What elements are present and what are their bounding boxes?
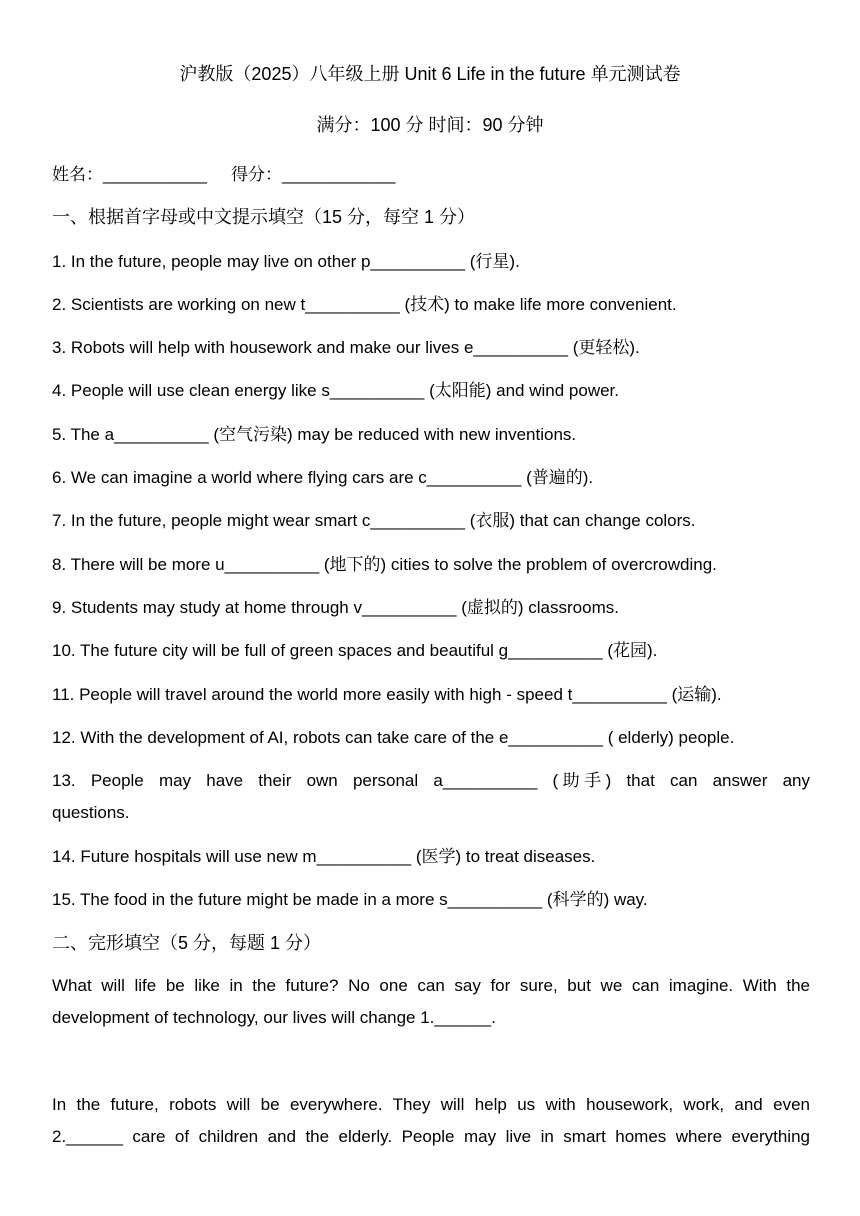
section-heading-1: 一、根据首字母或中文提示填空（15 分，每空 1 分）: [52, 207, 476, 227]
question-13-continued: questions.: [52, 803, 130, 822]
score-field-label: 得分：____________: [231, 165, 396, 184]
question-5: 5. The a__________ (空气污染) may be reduced with new inventions.: [52, 425, 577, 444]
page-title: 沪教版（2025）八年级上册 Unit 6 Life in the future 单元测试卷: [179, 64, 681, 84]
question-13: 13. People may have their own personal a__________ (助手) that can answer any: [52, 771, 810, 790]
question-15: 15. The food in the future might be made in a more s__________ (科学的) way.: [52, 890, 648, 909]
question-14: 14. Future hospitals will use new m__________ (医学) to treat diseases.: [52, 847, 596, 866]
question-6: 6. We can imagine a world where flying cars are c__________ (普遍的).: [52, 468, 594, 487]
question-4: 4. People will use clean energy like s__________ (太阳能) and wind power.: [52, 381, 619, 400]
cloze-paragraph-2: [52, 1089, 810, 1153]
cloze-paragraph-1: [52, 970, 810, 1034]
cloze-paragraph-2-line-1: In the future, robots will be everywhere. They will help us with housework, work, and even: [52, 1095, 810, 1114]
name-field-label: 姓名：___________: [52, 165, 208, 184]
question-9: 9. Students may study at home through v__________ (虚拟的) classrooms.: [52, 598, 619, 617]
exam-info: 满分：100 分 时间：90 分钟: [316, 115, 544, 135]
cloze-paragraph-1-line-1: What will life be like in the future? No one can say for sure, but we can imagine. With the: [52, 976, 810, 995]
cloze-paragraph-2-line-2: 2.______ care of children and the elderly. People may live in smart homes where everything: [52, 1127, 810, 1146]
question-7: 7. In the future, people might wear smart c__________ (衣服) that can change colors.: [52, 511, 696, 530]
question-10: 10. The future city will be full of green spaces and beautiful g__________ (花园).: [52, 641, 658, 660]
student-info-line: [52, 162, 395, 188]
question-11: 11. People will travel around the world more easily with high - speed t__________ (运输).: [52, 685, 722, 704]
question-3: 3. Robots will help with housework and make our lives e__________ (更轻松).: [52, 338, 640, 357]
question-12: 12. With the development of AI, robots can take care of the e__________ ( elderly) people.: [52, 728, 735, 747]
question-8: 8. There will be more u__________ (地下的) cities to solve the problem of overcrowding.: [52, 555, 717, 574]
question-2: 2. Scientists are working on new t__________ (技术) to make life more convenient.: [52, 295, 677, 314]
question-1: 1. In the future, people may live on other p__________ (行星).: [52, 252, 520, 271]
section-heading-2: 二、完形填空（5 分，每题 1 分）: [52, 933, 322, 953]
cloze-paragraph-1-line-2: development of technology, our lives will change 1.______.: [52, 1008, 496, 1027]
